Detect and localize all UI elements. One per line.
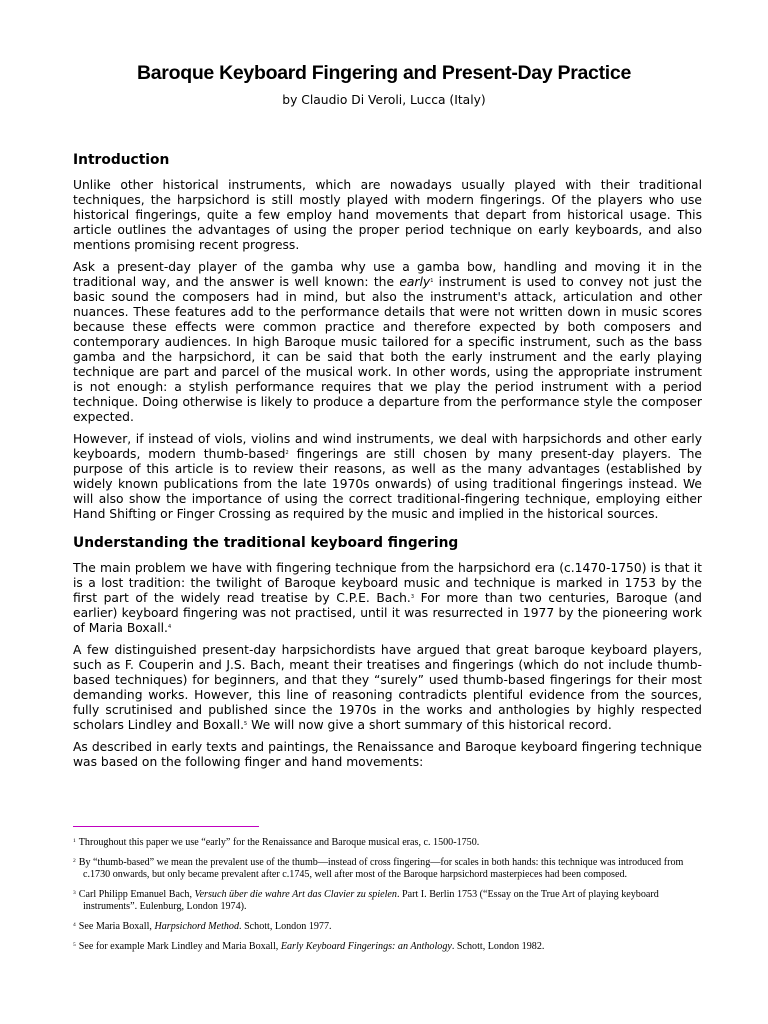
paragraph-text: instrument is used to convey not just the basic sound the composers had in mind, but also the instrument's attack, articulation and other nuances. These features add to the performance details that were not written down in music scores because these effects were common practice and therefore expected by both composers and contemporary audiences. In high Baroque music tailored for a specific instrument, such as the bass gamba and the harpsichord, it can be said that both the early instrument and the early playing technique are part and parcel of the musical work. In other words, using the appropriate instrument is not enough: a stylish performance requires that we play the period instrument with a period technique. Doing otherwise is likely to produce a departure from the performance style the composer expected. bbox=[73, 275, 702, 424]
paragraph-text: The main problem we have with fingering technique from the harpsichord era (c.1470-1750) is that it is a lost tradition: the twilight of Baroque keyboard music and technique is marked in 1753 by the first part of the widely read treatise by C.P.E. Bach. bbox=[73, 561, 702, 605]
article-body bbox=[73, 151, 702, 777]
paragraph bbox=[73, 561, 702, 636]
emphasis-text: early bbox=[399, 275, 431, 289]
footnote-mark: 5 bbox=[73, 941, 76, 948]
footnote-text: . Schott, London 1977. bbox=[239, 920, 332, 932]
footnote-mark: 3 bbox=[73, 889, 76, 896]
footnote-2 bbox=[73, 857, 702, 882]
footnote-reference[interactable]: 3 bbox=[410, 594, 414, 600]
section-heading-understanding: Understanding the traditional keyboard fingering bbox=[73, 535, 459, 551]
footnote-text: Throughout this paper we use “early” for the Renaissance and Baroque musical eras, c. 1500-1750. bbox=[78, 837, 480, 848]
paragraph bbox=[73, 260, 702, 425]
footnote-mark: 2 bbox=[73, 857, 76, 864]
footnote-separator bbox=[73, 826, 259, 827]
footnote-text: . Schott, London 1982. bbox=[451, 940, 545, 952]
paragraph-text: fingerings are still chosen by many present-day players. The purpose of this article is to review their reasons, as well as the many advantages (established by widely known publications from the late 1970s onwards) of using traditional fingerings instead. We will also show the importance of using the correct traditional-fingering technique, employing either Hand Shifting or Finger Crossing as required by the music and implied in the historical sources. bbox=[73, 447, 702, 521]
footnote-mark: 4 bbox=[73, 921, 76, 928]
paragraph-text: Unlike other historical instruments, which are nowadays usually played with their traditional techniques, the harpsichord is still mostly played with modern fingerings. Of the players who use historical fingerings, quite a few employ hand movements that depart from historical usage. This article outlines the advantages of using the proper period technique on early keyboards, and also mentions promising recent progress. bbox=[73, 178, 702, 252]
footnote-1 bbox=[73, 837, 702, 850]
footnote-reference[interactable]: 1 bbox=[430, 278, 434, 284]
book-title: Versuch über die wahre Art das Clavier zu spielen bbox=[194, 888, 397, 900]
author-byline: by Claudio Di Veroli, Lucca (Italy) bbox=[282, 93, 486, 107]
paragraph bbox=[73, 178, 702, 253]
footnotes bbox=[73, 837, 702, 960]
footnote-mark: 1 bbox=[73, 838, 76, 844]
footnote-text: See for example Mark Lindley and Maria Boxall, bbox=[78, 940, 281, 952]
footnote-text: See Maria Boxall, bbox=[78, 920, 155, 932]
footnote-5 bbox=[73, 941, 702, 954]
paragraph bbox=[73, 432, 702, 522]
footnote-3 bbox=[73, 889, 702, 914]
footnote-reference[interactable]: 5 bbox=[244, 721, 248, 727]
paragraph-text: A few distinguished present-day harpsichordists have argued that great baroque keyboard players, such as F. Couperin and J.S. Bach, meant their treatises and fingerings (which do not include thumb-based techniques) for beginners, and that they “surely” used thumb-based fingerings for their most demanding works. However, this line of reasoning contradicts plentiful evidence from the sources, fully scrutinised and published since the 1970s in the works and anthologies by highly respected scholars Lindley and Boxall. bbox=[73, 643, 702, 732]
section-heading-introduction: Introduction bbox=[73, 152, 170, 168]
paragraph-text: However, if instead of viols, violins and wind instruments, we deal with harpsichords and other early keyboards, modern thumb-based bbox=[73, 432, 702, 461]
footnote-text: . Part I. Berlin 1753 (“Essay on the True Art of playing keyboard instruments”. Eulenburg, London 1974). bbox=[83, 888, 659, 913]
footnote-reference[interactable]: 2 bbox=[285, 450, 289, 456]
paragraph-text: Ask a present-day player of the gamba why use a gamba bow, handling and moving it in the traditional way, and the answer is well known: the bbox=[73, 260, 702, 289]
paragraph-text: We will now give a short summary of this historical record. bbox=[247, 718, 612, 732]
paragraph-text: As described in early texts and paintings, the Renaissance and Baroque keyboard fingering technique was based on the following finger and hand movements: bbox=[73, 740, 702, 769]
paragraph bbox=[73, 643, 702, 733]
paragraph bbox=[73, 740, 702, 770]
book-title: Harpsichord Method bbox=[154, 920, 240, 932]
document-title: Baroque Keyboard Fingering and Present-Day Practice bbox=[136, 62, 631, 84]
paragraph-text: For more than two centuries, Baroque (and earlier) keyboard fingering was not practised, until it was resurrected in 1977 by the pioneering work of Maria Boxall. bbox=[73, 591, 702, 635]
footnote-4 bbox=[73, 921, 702, 934]
footnote-text: Carl Philipp Emanuel Bach, bbox=[78, 888, 195, 900]
footnote-text: By “thumb-based” we mean the prevalent use of the thumb—instead of cross fingering—for scales in both hands: this technique was introduced from c.1730 onwards, but only became prevalent after c.1745, well after most of the Baroque harpsichord masterpieces had been composed. bbox=[78, 856, 684, 881]
book-title: Early Keyboard Fingerings: an Anthology bbox=[280, 940, 452, 952]
footnote-reference[interactable]: 4 bbox=[167, 624, 172, 630]
